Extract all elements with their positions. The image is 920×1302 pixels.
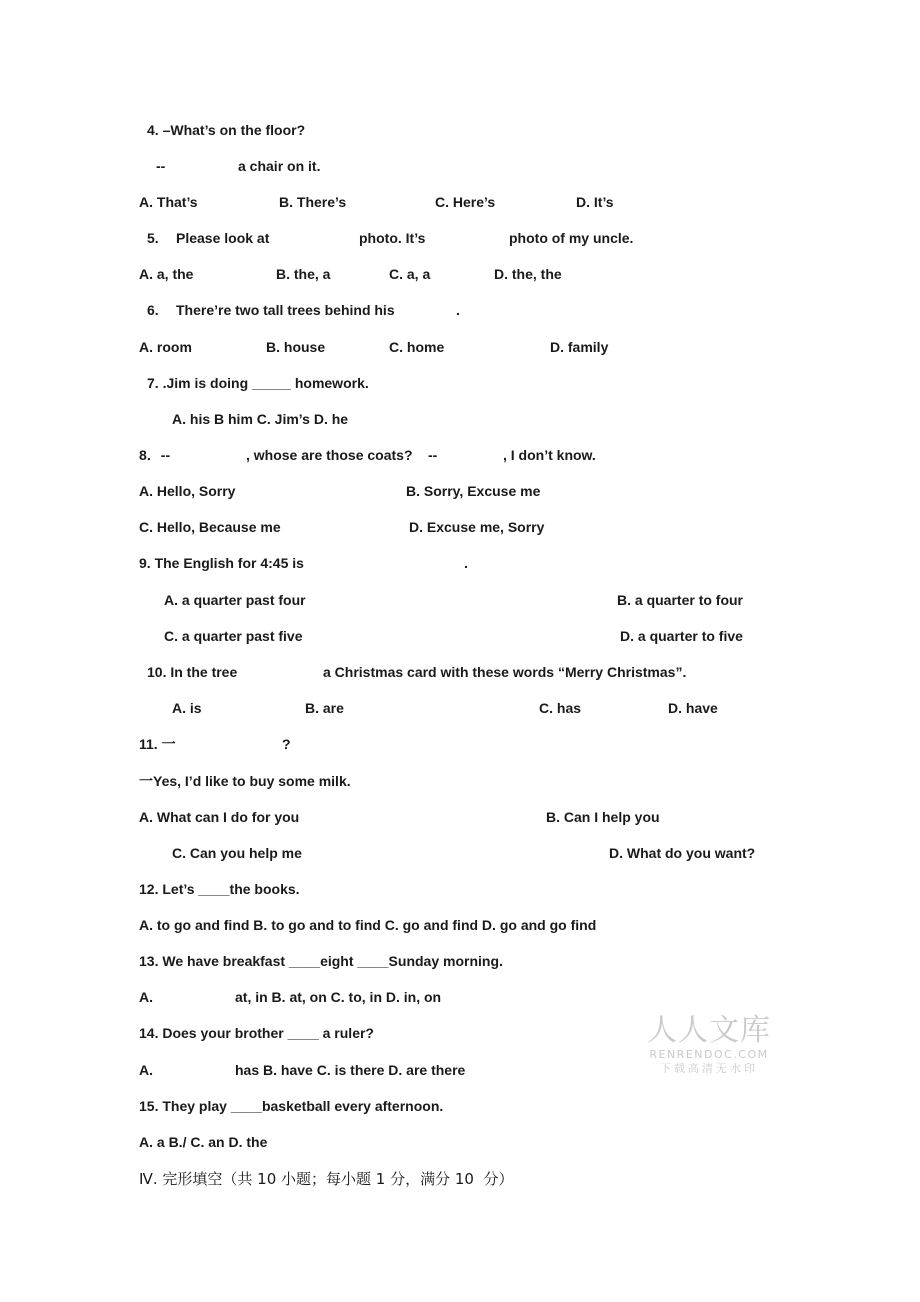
q6-stem: There’re two tall trees behind his: [176, 302, 395, 318]
q4-option-c: C. Here’s: [435, 194, 496, 210]
q9-stem: 9. The English for 4:45 is: [139, 555, 304, 571]
q14-option-a-label: A.: [139, 1062, 153, 1078]
q6-option-d: D. family: [550, 339, 609, 355]
q4-option-a: A. That’s: [139, 194, 198, 210]
q10-option-a: A. is: [172, 700, 202, 716]
section-heading: Ⅳ. 完形填空（共 10 小题；每小题 1 分，满分 10 分）: [139, 1170, 514, 1188]
q11-option-a: A. What can I do for you: [139, 809, 300, 825]
q15-options: A. a B./ C. an D. the: [139, 1134, 268, 1150]
q8-stem-part2: , whose are those coats?: [246, 447, 413, 463]
q4-stem: 4. –What’s on the floor?: [147, 122, 306, 138]
q8-option-a: A. Hello, Sorry: [139, 483, 236, 499]
q10-stem-part2: a Christmas card with these words “Merry Christmas”.: [323, 664, 687, 680]
q8-stem-part1: 8．--: [139, 447, 171, 463]
q7-stem: 7. .Jim is doing _____ homework.: [147, 375, 369, 391]
q5-stem-part3: photo of my uncle.: [509, 230, 634, 246]
q14-options: has B. have C. is there D. are there: [235, 1062, 466, 1078]
q9-option-b: B. a quarter to four: [617, 592, 744, 608]
q13-option-a-label: A.: [139, 989, 153, 1005]
q9-option-d: D. a quarter to five: [620, 628, 743, 644]
q9-option-c: C. a quarter past five: [164, 628, 303, 644]
q11-stem-part1: 11. 一: [139, 736, 176, 752]
q11-option-d: D. What do you want?: [609, 845, 756, 861]
q6-option-a: A. room: [139, 339, 192, 355]
q5-number: 5.: [147, 230, 159, 246]
q5-stem-part2: photo. It’s: [359, 230, 426, 246]
q12-options: A. to go and find B. to go and to find C. go and find D. go and go find: [139, 917, 597, 933]
q6-stem-end: .: [456, 302, 460, 318]
q10-option-b: B. are: [305, 700, 344, 716]
watermark-title: 人人文库: [647, 1013, 771, 1048]
q15-stem: 15. They play ____basketball every afternoon.: [139, 1098, 444, 1114]
q7-options: A. his B him C. Jim’s D. he: [172, 411, 349, 427]
watermark-logo: [646, 1014, 772, 1076]
q11-reply: 一Yes, I’d like to buy some milk.: [139, 773, 351, 789]
q5-option-d: D. the, the: [494, 266, 562, 282]
q8-stem-part4: , I don’t know.: [503, 447, 596, 463]
q4-answer-text: a chair on it.: [238, 158, 321, 174]
q8-option-b: B. Sorry, Excuse me: [406, 483, 541, 499]
q5-option-b: B. the, a: [276, 266, 331, 282]
q10-option-c: C. has: [539, 700, 582, 716]
q9-option-a: A. a quarter past four: [164, 592, 306, 608]
watermark-tagline: 下载高清无水印: [660, 1062, 758, 1075]
q5-option-c: C. a, a: [389, 266, 431, 282]
q4-dash: --: [156, 158, 166, 174]
q11-option-b: B. Can I help you: [546, 809, 660, 825]
q4-option-b: B. There’s: [279, 194, 347, 210]
q5-option-a: A. a, the: [139, 266, 194, 282]
q10-option-d: D. have: [668, 700, 718, 716]
q11-stem-part2: ?: [282, 736, 291, 752]
q14-stem: 14. Does your brother ____ a ruler?: [139, 1025, 374, 1041]
q6-option-b: B. house: [266, 339, 326, 355]
watermark-domain: RENRENDOC.COM: [649, 1048, 769, 1061]
q10-stem-part1: 10. In the tree: [147, 664, 238, 680]
q13-stem: 13. We have breakfast ____eight ____Sunday morning.: [139, 953, 503, 969]
q13-options: at, in B. at, on C. to, in D. in, on: [235, 989, 442, 1005]
q5-stem-part1: Please look at: [176, 230, 270, 246]
q8-option-d: D. Excuse me, Sorry: [409, 519, 545, 535]
q8-stem-part3: --: [428, 447, 438, 463]
q9-stem-end: .: [464, 555, 468, 571]
q12-stem: 12. Let’s ____the books.: [139, 881, 300, 897]
q4-option-d: D. It’s: [576, 194, 614, 210]
q8-option-c: C. Hello, Because me: [139, 519, 281, 535]
q11-option-c: C. Can you help me: [172, 845, 302, 861]
q6-number: 6.: [147, 302, 159, 318]
q6-option-c: C. home: [389, 339, 445, 355]
